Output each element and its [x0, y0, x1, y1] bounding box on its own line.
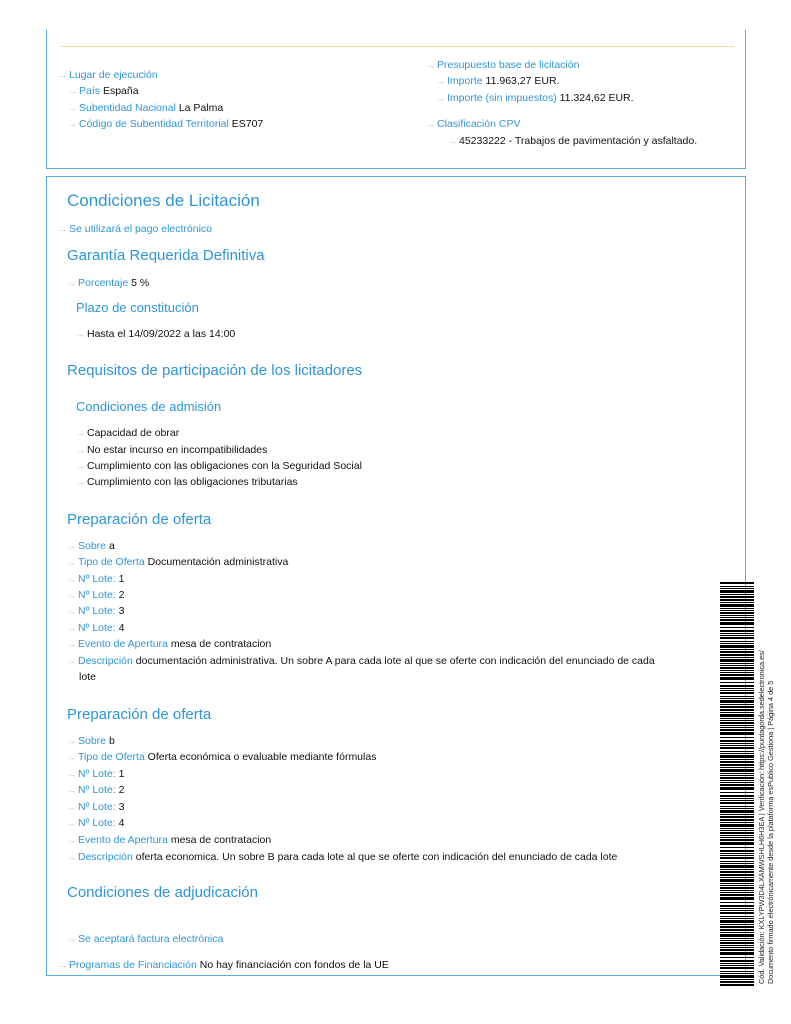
barcode-bar: [720, 722, 754, 724]
barcode-bar: [720, 894, 754, 896]
oferta-b-title: Preparación de oferta: [67, 706, 212, 723]
barcode-bar: [720, 651, 754, 653]
barcode-bar: [720, 798, 754, 799]
barcode-bar: [720, 897, 754, 900]
barcode-bar: [720, 828, 754, 829]
barcode-bar: [720, 832, 754, 834]
arrow-icon: →: [68, 103, 77, 113]
barcode-bar: [720, 984, 754, 986]
barcode-bar: [720, 965, 754, 966]
lote-row: → Nº Lote: 1: [67, 573, 125, 585]
barcode-bar: [720, 949, 754, 951]
barcode-bar: [720, 802, 754, 804]
barcode-bar: [720, 769, 754, 772]
barcode-bar: [720, 782, 754, 783]
barcode-bar: [720, 861, 754, 862]
barcode-bar: [720, 743, 754, 744]
presupuesto-title: → Presupuesto base de licitación: [426, 59, 580, 71]
barcode-bar: [720, 696, 754, 697]
oferta-a-title: Preparación de oferta: [67, 511, 212, 528]
barcode-bar: [720, 641, 754, 642]
barcode-bar: [720, 934, 754, 937]
barcode-bar: [720, 590, 754, 593]
arrow-icon: →: [67, 835, 76, 845]
barcode-bar: [720, 709, 754, 711]
sobre-b-row: → Sobre b: [67, 735, 115, 747]
arrow-icon: →: [67, 557, 76, 567]
barcode-bar: [720, 775, 754, 776]
barcode-bar: [720, 981, 754, 983]
barcode-bar: [720, 737, 754, 738]
arrow-icon: →: [67, 639, 76, 649]
arrow-icon: →: [67, 785, 76, 795]
barcode-bar: [720, 857, 754, 859]
barcode-bar: [720, 596, 754, 598]
barcode-bar: [720, 920, 754, 923]
barcode-bar: [720, 952, 754, 955]
porcentaje-row: → Porcentaje 5 %: [67, 277, 150, 289]
barcode-bar: [720, 753, 754, 754]
barcode-bar: [720, 755, 754, 758]
barcode-bar: [720, 905, 754, 907]
barcode-bar: [720, 649, 754, 650]
validation-line: Documento firmado electrónicamente desde la plataforma esPublico Gestiona | Página 4 de 5: [766, 680, 775, 984]
arrow-icon: →: [67, 802, 76, 812]
barcode-bar: [720, 617, 754, 618]
codigo-row: → Código de Subentidad Territorial ES707: [68, 118, 264, 130]
barcode-bar: [720, 863, 754, 864]
barcode-bar: [720, 759, 754, 760]
barcode-bar: [720, 816, 754, 818]
barcode-bar: [720, 594, 754, 595]
importe-row: → Importe 11.963,27 EUR.: [436, 75, 560, 87]
barcode-bar: [720, 806, 754, 807]
barcode-bar: [720, 792, 754, 793]
plazo-value: → Hasta el 14/09/2022 a las 14:00: [76, 328, 236, 340]
barcode-bar: [720, 764, 754, 766]
lote-row: → Nº Lote: 3: [67, 801, 125, 813]
barcode-bar: [720, 837, 754, 838]
barcode-bar: [720, 615, 754, 616]
condiciones-title: Condiciones de Licitación: [67, 191, 260, 210]
admision-item: → Cumplimiento con las obligaciones con la Seguridad Social: [76, 460, 362, 472]
barcode-bar: [720, 938, 754, 939]
arrow-icon: →: [76, 428, 85, 438]
barcode-bar: [720, 690, 754, 691]
barcode-bar: [720, 720, 754, 721]
arrow-icon: →: [76, 477, 85, 487]
barcode-bar: [720, 967, 754, 969]
arrow-icon: →: [67, 769, 76, 779]
barcode-bar: [720, 830, 754, 831]
admision-item: → No estar incurso en incompatibilidades: [76, 444, 268, 456]
barcode-bar: [720, 747, 754, 749]
lote-row: → Nº Lote: 4: [67, 622, 125, 634]
barcode-bar: [720, 663, 754, 664]
barcode-bar: [720, 926, 754, 928]
barcode-bar: [720, 874, 754, 876]
cpv-title: → Clasificación CPV: [426, 118, 521, 130]
arrow-icon: →: [67, 736, 76, 746]
barcode-bar: [720, 877, 754, 878]
barcode-bar: [720, 890, 754, 891]
barcode-bar: [720, 835, 754, 836]
barcode-bar: [720, 627, 754, 628]
barcode-bar: [720, 810, 754, 813]
barcode: [720, 582, 754, 986]
barcode-bar: [720, 630, 754, 632]
barcode-bar: [720, 871, 754, 873]
arrow-icon: →: [436, 93, 445, 103]
arrow-icon: →: [68, 86, 77, 96]
desc-b-row: → Descripción oferta economica. Un sobre B para cada lote al que se oferte con indicación del enunciado de cada lote: [67, 851, 618, 863]
lote-row: → Nº Lote: 4: [67, 817, 125, 829]
admision-title: Condiciones de admisión: [76, 399, 222, 414]
barcode-bar: [720, 819, 754, 821]
barcode-bar: [720, 847, 754, 848]
barcode-bar: [720, 718, 754, 719]
validation-line: Cód. Validación: KXLYPW3D4LXAMWSHLH6H3EA | Verificación: https://puntagorda.sedelectronica.es/: [757, 650, 766, 984]
arrow-icon: →: [67, 934, 76, 944]
barcode-bar: [720, 975, 754, 978]
barcode-bar: [720, 800, 754, 801]
barcode-bar: [720, 908, 754, 909]
barcode-bar: [720, 957, 754, 958]
barcode-bar: [720, 682, 754, 683]
arrow-icon: →: [67, 752, 76, 762]
barcode-bar: [720, 714, 754, 717]
barcode-bar: [720, 883, 754, 884]
barcode-bar: [720, 637, 754, 639]
arrow-icon: →: [58, 960, 67, 970]
barcode-bar: [720, 704, 754, 705]
barcode-bar: [720, 945, 754, 946]
barcode-bar: [720, 685, 754, 687]
evento-a-row: → Evento de Apertura mesa de contratacion: [67, 638, 272, 650]
arrow-icon: →: [76, 445, 85, 455]
barcode-bar: [720, 947, 754, 948]
barcode-bar: [720, 725, 754, 726]
barcode-bar: [720, 960, 754, 962]
barcode-bar: [720, 787, 754, 790]
barcode-bar: [720, 973, 754, 974]
barcode-bar: [720, 688, 754, 689]
admision-item: → Cumplimiento con las obligaciones tributarias: [76, 476, 298, 488]
barcode-bar: [720, 657, 754, 658]
barcode-bar: [720, 692, 754, 694]
arrow-icon: →: [67, 574, 76, 584]
tipo-a-row: → Tipo de Oferta Documentación administrativa: [67, 556, 289, 568]
barcode-bar: [720, 808, 754, 809]
cpv-value: → 45233222 - Trabajos de pavimentación y asfaltado.: [448, 135, 698, 147]
arrow-icon: →: [76, 329, 85, 339]
barcode-bar: [720, 916, 754, 917]
barcode-bar: [720, 745, 754, 746]
barcode-bar: [720, 604, 754, 607]
barcode-bar: [720, 885, 754, 886]
barcode-bar: [720, 780, 754, 781]
barcode-bar: [720, 842, 754, 845]
barcode-bar: [720, 643, 754, 644]
tipo-b-row: → Tipo de Oferta Oferta económica o evaluable mediante fórmulas: [67, 751, 377, 763]
barcode-bar: [720, 635, 754, 636]
barcode-bar: [720, 767, 754, 768]
barcode-bar: [720, 892, 754, 893]
barcode-bar: [720, 665, 754, 666]
barcode-bar: [720, 963, 754, 964]
factura-row: → Se aceptará factura electrónica: [67, 933, 224, 945]
barcode-bar: [720, 887, 754, 889]
barcode-bar: [720, 855, 754, 856]
barcode-bar: [720, 608, 754, 609]
barcode-bar: [720, 777, 754, 779]
barcode-bar: [720, 633, 754, 634]
evento-b-row: → Evento de Apertura mesa de contratacion: [67, 834, 272, 846]
barcode-bar: [720, 784, 754, 786]
arrow-icon: →: [68, 119, 77, 129]
arrow-icon: →: [67, 656, 76, 666]
barcode-bar: [720, 979, 754, 980]
barcode-bar: [720, 619, 754, 621]
admision-item: → Capacidad de obrar: [76, 427, 180, 439]
barcode-bar: [720, 654, 754, 656]
barcode-bar: [720, 910, 754, 911]
barcode-bar: [720, 677, 754, 680]
arrow-icon: →: [67, 606, 76, 616]
barcode-bar: [720, 602, 754, 603]
lugar-ejecucion: → Lugar de ejecución: [58, 69, 158, 81]
importe-sin-row: → Importe (sin impuestos) 11.324,62 EUR.: [436, 92, 634, 104]
barcode-bar: [720, 822, 754, 823]
barcode-bar: [720, 612, 754, 614]
barcode-bar: [720, 729, 754, 731]
barcode-bar: [720, 902, 754, 903]
barcode-bar: [720, 929, 754, 931]
arrow-icon: →: [67, 818, 76, 828]
barcode-bar: [720, 610, 754, 611]
barcode-bar: [720, 582, 754, 584]
pago-electronico: → Se utilizará el pago electrónico: [58, 223, 213, 235]
barcode-bar: [720, 918, 754, 919]
arrow-icon: →: [67, 278, 76, 288]
barcode-bar: [720, 869, 754, 870]
programas-row: → Programas de Financiación No hay financiación con fondos de la UE: [58, 959, 389, 971]
barcode-bar: [720, 732, 754, 735]
barcode-bar: [720, 659, 754, 662]
requisitos-title: Requisitos de participación de los licitadores: [67, 362, 363, 379]
arrow-icon: →: [67, 852, 76, 862]
barcode-bar: [720, 599, 754, 601]
arrow-icon: →: [448, 136, 457, 146]
barcode-bar: [720, 940, 754, 941]
barcode-bar: [720, 712, 754, 713]
subentidad-row: → Subentidad Nacional La Palma: [68, 102, 224, 114]
barcode-bar: [720, 924, 754, 925]
barcode-bar: [720, 853, 754, 854]
barcode-bar: [720, 586, 754, 587]
arrow-icon: →: [67, 623, 76, 633]
barcode-bar: [720, 932, 754, 933]
barcode-bar: [720, 645, 754, 648]
barcode-bar: [720, 700, 754, 703]
barcode-bar: [720, 865, 754, 868]
desc-a-cont: lote: [79, 671, 96, 683]
barcode-bar: [720, 588, 754, 589]
arrow-icon: →: [436, 76, 445, 86]
barcode-bar: [720, 727, 754, 728]
barcode-bar: [720, 670, 754, 671]
arrow-icon: →: [76, 461, 85, 471]
barcode-bar: [720, 667, 754, 669]
arrow-icon: →: [426, 60, 435, 70]
barcode-bar: [720, 622, 754, 625]
barcode-bar: [720, 814, 754, 815]
barcode-bar: [720, 751, 754, 752]
arrow-icon: →: [67, 590, 76, 600]
arrow-icon: →: [58, 70, 67, 80]
barcode-bar: [720, 850, 754, 852]
validation-text: [757, 614, 775, 984]
barcode-bar: [720, 824, 754, 827]
lote-row: → Nº Lote: 2: [67, 784, 125, 796]
barcode-bar: [720, 773, 754, 774]
barcode-bar: [720, 942, 754, 944]
barcode-bar: [720, 674, 754, 676]
barcode-bar: [720, 698, 754, 699]
sobre-a-row: → Sobre a: [67, 540, 115, 552]
barcode-bar: [720, 971, 754, 972]
arrow-icon: →: [58, 224, 67, 234]
arrow-icon: →: [426, 119, 435, 129]
location-budget-panel: [46, 30, 746, 169]
barcode-bar: [720, 839, 754, 841]
barcode-bar: [720, 672, 754, 673]
desc-a-row: → Descripción documentación administrativa. Un sobre A para cada lote al que se oferte con indicación del enunciado de cada: [67, 655, 655, 667]
panel-bottom-line: [46, 975, 720, 976]
arrow-icon: →: [67, 541, 76, 551]
barcode-bar: [720, 740, 754, 742]
plazo-title: Plazo de constitución: [76, 300, 199, 315]
lote-row: → Nº Lote: 3: [67, 605, 125, 617]
pais-row: → País España: [68, 85, 139, 97]
barcode-bar: [720, 879, 754, 882]
barcode-bar: [720, 795, 754, 797]
barcode-bar: [720, 912, 754, 914]
barcode-bar: [720, 706, 754, 708]
garantia-title: Garantía Requerida Definitiva: [67, 247, 265, 264]
lote-row: → Nº Lote: 1: [67, 768, 125, 780]
adjudicacion-title: Condiciones de adjudicación: [67, 884, 258, 901]
lote-row: → Nº Lote: 2: [67, 589, 125, 601]
barcode-bar: [720, 761, 754, 763]
